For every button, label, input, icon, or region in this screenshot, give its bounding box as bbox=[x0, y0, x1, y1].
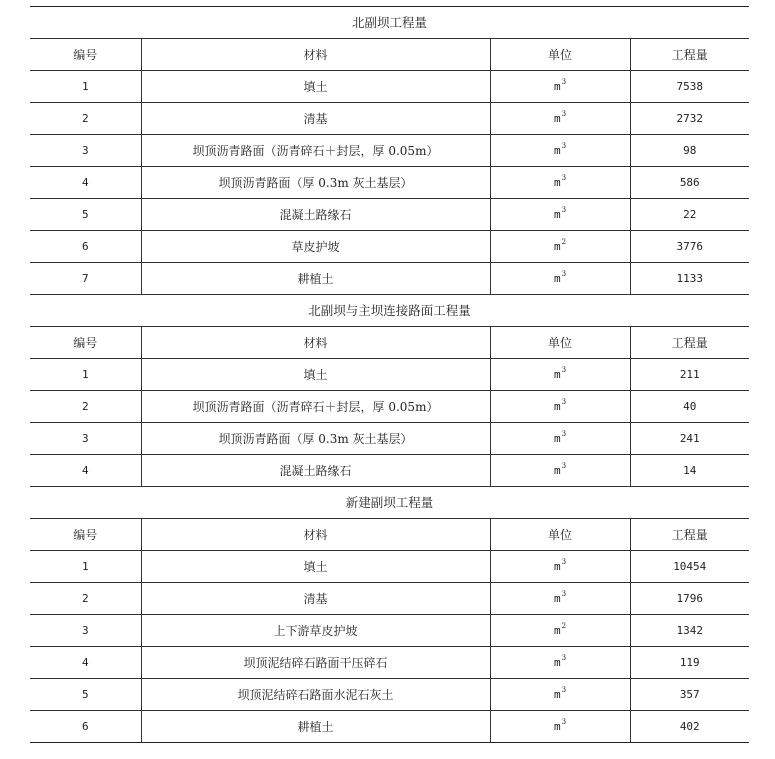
table-row bbox=[30, 103, 749, 135]
material-cell: 填土 bbox=[141, 71, 490, 103]
row-number: 3 bbox=[30, 423, 141, 455]
section-title-row bbox=[30, 295, 749, 327]
quantity-cell: 2732 bbox=[630, 103, 749, 135]
unit-exponent: 3 bbox=[561, 686, 567, 694]
table-header-row bbox=[30, 519, 749, 551]
table-row bbox=[30, 679, 749, 711]
material-cell: 坝顶沥青路面（厚 0.3m 灰土基层） bbox=[141, 167, 490, 199]
material-cell: 草皮护坡 bbox=[141, 231, 490, 263]
section-title: 北副坝与主坝连接路面工程量 bbox=[30, 295, 749, 327]
material-cell: 坝顶沥青路面（沥青碎石＋封层，厚 0.05m） bbox=[141, 391, 490, 423]
unit-cell bbox=[490, 103, 630, 135]
header-no: 编号 bbox=[30, 519, 141, 551]
material-cell: 混凝土路缘石 bbox=[141, 199, 490, 231]
table-row bbox=[30, 231, 749, 263]
unit-base: m bbox=[553, 432, 561, 445]
row-number: 1 bbox=[30, 551, 141, 583]
table-row bbox=[30, 647, 749, 679]
unit-exponent: 3 bbox=[561, 206, 567, 214]
unit-exponent: 3 bbox=[561, 558, 567, 566]
unit-base: m bbox=[553, 592, 561, 605]
unit-base: m bbox=[553, 400, 561, 413]
row-number: 1 bbox=[30, 359, 141, 391]
quantity-cell: 3776 bbox=[630, 231, 749, 263]
row-number: 7 bbox=[30, 263, 141, 295]
row-number: 6 bbox=[30, 711, 141, 743]
unit-cell bbox=[490, 647, 630, 679]
quantity-cell: 402 bbox=[630, 711, 749, 743]
unit-exponent: 3 bbox=[561, 590, 567, 598]
quantity-cell: 1796 bbox=[630, 583, 749, 615]
table-row bbox=[30, 711, 749, 743]
quantity-cell: 10454 bbox=[630, 551, 749, 583]
unit-base: m bbox=[553, 208, 561, 221]
row-number: 5 bbox=[30, 679, 141, 711]
unit-base: m bbox=[553, 720, 561, 733]
unit-base: m bbox=[553, 368, 561, 381]
header-unit: 单位 bbox=[490, 327, 630, 359]
unit-cell bbox=[490, 199, 630, 231]
table-row bbox=[30, 455, 749, 487]
material-cell: 耕植土 bbox=[141, 263, 490, 295]
header-quantity: 工程量 bbox=[630, 39, 749, 71]
unit-cell bbox=[490, 679, 630, 711]
unit-exponent: 3 bbox=[561, 462, 567, 470]
header-unit: 单位 bbox=[490, 39, 630, 71]
unit-base: m bbox=[553, 144, 561, 157]
row-number: 4 bbox=[30, 167, 141, 199]
section-title: 北副坝工程量 bbox=[352, 14, 428, 30]
row-number: 4 bbox=[30, 455, 141, 487]
unit-exponent: 3 bbox=[561, 78, 567, 86]
unit-cell bbox=[490, 359, 630, 391]
material-cell: 清基 bbox=[141, 583, 490, 615]
table-row bbox=[30, 263, 749, 295]
unit-cell bbox=[490, 391, 630, 423]
unit-cell bbox=[490, 551, 630, 583]
quantity-cell: 7538 bbox=[630, 71, 749, 103]
unit-cell bbox=[490, 711, 630, 743]
quantity-cell: 1342 bbox=[630, 615, 749, 647]
unit-exponent: 3 bbox=[561, 430, 567, 438]
header-quantity: 工程量 bbox=[630, 519, 749, 551]
material-cell: 清基 bbox=[141, 103, 490, 135]
unit-exponent: 3 bbox=[561, 654, 567, 662]
unit-exponent: 3 bbox=[561, 270, 567, 278]
header-material: 材料 bbox=[141, 39, 490, 71]
material-cell: 上下游草皮护坡 bbox=[141, 615, 490, 647]
table-row bbox=[30, 615, 749, 647]
table-header-row bbox=[30, 327, 749, 359]
row-number: 3 bbox=[30, 135, 141, 167]
unit-cell bbox=[490, 167, 630, 199]
quantity-cell: 211 bbox=[630, 359, 749, 391]
quantity-cell: 22 bbox=[630, 199, 749, 231]
unit-cell bbox=[490, 135, 630, 167]
quantity-cell: 586 bbox=[630, 167, 749, 199]
material-cell: 坝顶沥青路面（沥青碎石＋封层，厚 0.05m） bbox=[141, 135, 490, 167]
table-row bbox=[30, 391, 749, 423]
unit-exponent: 3 bbox=[561, 718, 567, 726]
quantity-cell: 357 bbox=[630, 679, 749, 711]
table-row bbox=[30, 167, 749, 199]
unit-base: m bbox=[553, 240, 561, 253]
unit-cell bbox=[490, 263, 630, 295]
material-cell: 坝顶泥结碎石路面水泥石灰土 bbox=[141, 679, 490, 711]
unit-base: m bbox=[553, 272, 561, 285]
table-row bbox=[30, 135, 749, 167]
unit-cell bbox=[490, 583, 630, 615]
row-number: 2 bbox=[30, 583, 141, 615]
row-number: 4 bbox=[30, 647, 141, 679]
quantity-cell: 98 bbox=[630, 135, 749, 167]
material-cell: 坝顶泥结碎石路面干压碎石 bbox=[141, 647, 490, 679]
table-row bbox=[30, 583, 749, 615]
table-row bbox=[30, 423, 749, 455]
row-number: 5 bbox=[30, 199, 141, 231]
unit-base: m bbox=[553, 688, 561, 701]
unit-base: m bbox=[553, 464, 561, 477]
header-unit: 单位 bbox=[490, 519, 630, 551]
quantity-cell: 40 bbox=[630, 391, 749, 423]
unit-base: m bbox=[553, 560, 561, 573]
section-title-row bbox=[30, 7, 749, 39]
table-row bbox=[30, 199, 749, 231]
unit-base: m bbox=[553, 656, 561, 669]
row-number: 6 bbox=[30, 231, 141, 263]
quantity-cell: 119 bbox=[630, 647, 749, 679]
unit-cell bbox=[490, 231, 630, 263]
header-material: 材料 bbox=[141, 327, 490, 359]
header-quantity: 工程量 bbox=[630, 327, 749, 359]
material-cell: 耕植土 bbox=[141, 711, 490, 743]
unit-exponent: 3 bbox=[561, 174, 567, 182]
unit-cell bbox=[490, 71, 630, 103]
material-cell: 坝顶沥青路面（厚 0.3m 灰土基层） bbox=[141, 423, 490, 455]
quantity-cell: 241 bbox=[630, 423, 749, 455]
header-no: 编号 bbox=[30, 327, 141, 359]
quantity-cell: 1133 bbox=[630, 263, 749, 295]
table-row bbox=[30, 71, 749, 103]
table-row bbox=[30, 551, 749, 583]
quantity-table-container bbox=[30, 6, 749, 743]
row-number: 3 bbox=[30, 615, 141, 647]
unit-cell bbox=[490, 423, 630, 455]
unit-base: m bbox=[553, 80, 561, 93]
unit-exponent: 3 bbox=[561, 110, 567, 118]
quantity-cell: 14 bbox=[630, 455, 749, 487]
unit-base: m bbox=[553, 176, 561, 189]
section-title: 新建副坝工程量 bbox=[30, 487, 749, 519]
engineering-quantity-table bbox=[30, 6, 749, 743]
header-no: 编号 bbox=[30, 39, 141, 71]
unit-exponent: 3 bbox=[561, 366, 567, 374]
unit-exponent: 3 bbox=[561, 142, 567, 150]
table-header-row bbox=[30, 39, 749, 71]
section-title-row bbox=[30, 487, 749, 519]
unit-base: m bbox=[553, 112, 561, 125]
row-number: 1 bbox=[30, 71, 141, 103]
unit-exponent: 2 bbox=[561, 622, 567, 630]
material-cell: 填土 bbox=[141, 551, 490, 583]
unit-exponent: 2 bbox=[561, 238, 567, 246]
table-row bbox=[30, 359, 749, 391]
unit-exponent: 3 bbox=[561, 398, 567, 406]
row-number: 2 bbox=[30, 391, 141, 423]
unit-base: m bbox=[553, 624, 561, 637]
header-material: 材料 bbox=[141, 519, 490, 551]
row-number: 2 bbox=[30, 103, 141, 135]
unit-cell bbox=[490, 455, 630, 487]
material-cell: 混凝土路缘石 bbox=[141, 455, 490, 487]
unit-cell bbox=[490, 615, 630, 647]
material-cell: 填土 bbox=[141, 359, 490, 391]
